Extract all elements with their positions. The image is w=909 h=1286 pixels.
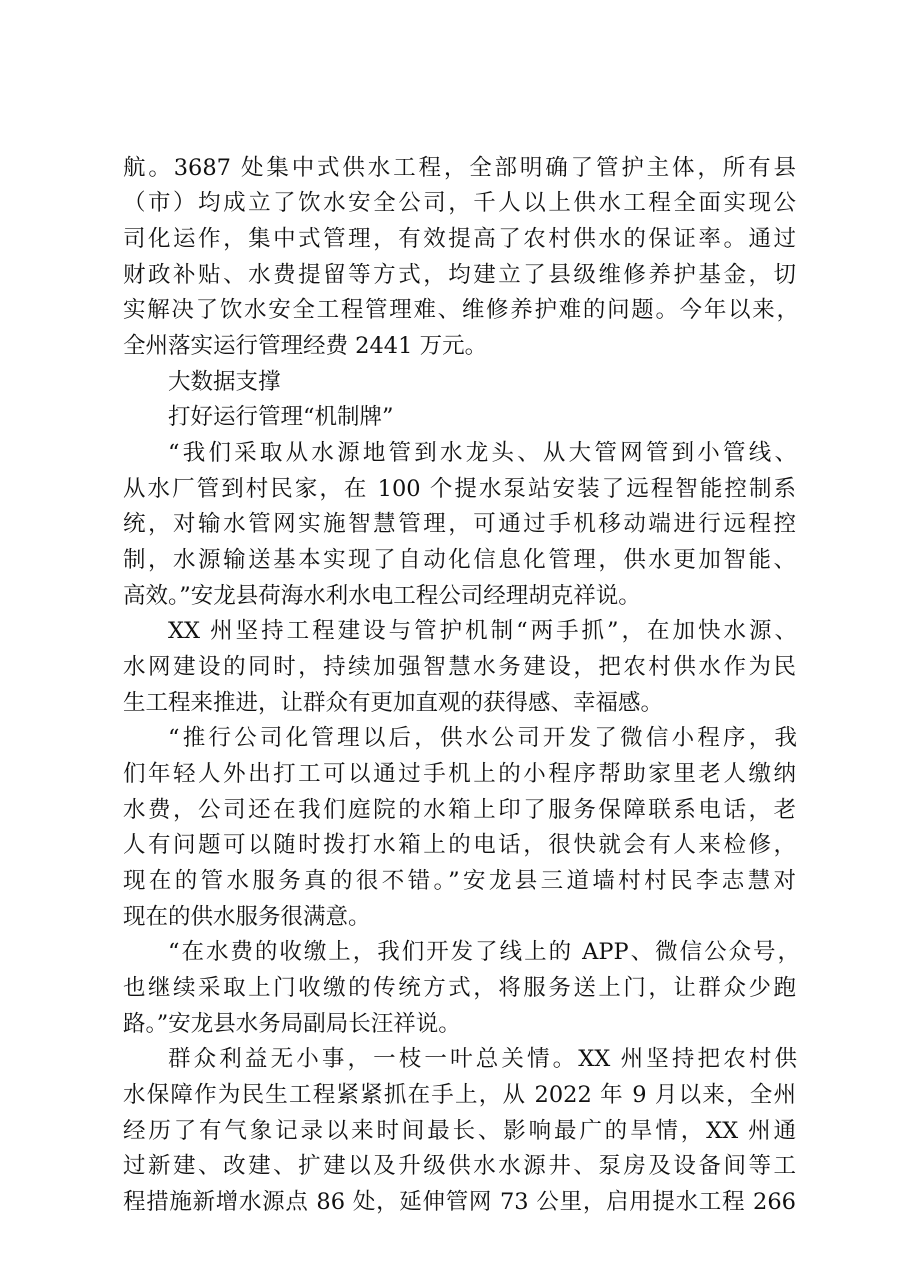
text-line: 统，对输水管网实施智慧管理，可通过手机移动端进行远程控: [123, 511, 796, 537]
text-line: 水费，公司还在我们庭院的水箱上印了服务保障联系电话，老: [123, 797, 796, 823]
text-line: 水保障作为民生工程紧紧抓在手上，从 2022 年 9 月以来，全州: [123, 1082, 796, 1108]
text-line: 现在的管水服务真的很不错。”安龙县三道墙村村民李志慧对: [123, 868, 796, 894]
section-heading: 大数据支撑: [168, 369, 281, 395]
text-line: （市）均成立了饮水安全公司，千人以上供水工程全面实现公: [123, 190, 796, 216]
text-line: 现在的供水服务很满意。: [123, 904, 371, 930]
text-line: 们年轻人外出打工可以通过手机上的小程序帮助家里老人缴纳: [123, 761, 796, 787]
text-line: “在水费的收缴上，我们开发了线上的 APP、微信公众号，: [168, 939, 800, 965]
text-line: 人有问题可以随时拨打水箱上的电话，很快就会有人来检修，: [123, 832, 796, 858]
text-line: 制，水源输送基本实现了自动化信息化管理，供水更加智能、: [123, 547, 796, 573]
text-line: 司化运作，集中式管理，有效提高了农村供水的保证率。通过: [123, 226, 796, 252]
text-line: 从水厂管到村民家，在 100 个提水泵站安装了远程智能控制系: [123, 476, 796, 502]
section-subheading: 打好运行管理“机制牌”: [168, 404, 394, 430]
text-line: 程措施新增水源点 86 处，延伸管网 73 公里，启用提水工程 266: [123, 1189, 796, 1215]
text-line: “推行公司化管理以后，供水公司开发了微信小程序，我: [168, 725, 797, 751]
text-line: 实解决了饮水安全工程管理难、维修养护难的问题。今年以来，: [123, 297, 799, 323]
text-line: 群众利益无小事，一枝一叶总关情。XX 州坚持把农村供: [168, 1046, 797, 1072]
text-line: 高效。”安龙县荷海水利水电工程公司经理胡克祥说。: [123, 583, 641, 609]
text-line: “我们采取从水源地管到水龙头、从大管网管到小管线、: [168, 440, 797, 466]
text-line: 路。”安龙县水务局副局长汪祥说。: [123, 1011, 461, 1037]
text-line: 全州落实运行管理经费 2441 万元。: [123, 333, 488, 359]
text-line: 生工程来推进，让群众有更加直观的获得感、幸福感。: [123, 690, 664, 716]
text-line: 经历了有气象记录以来时间最长、影响最广的旱情，XX 州通: [123, 1118, 796, 1144]
text-line: 也继续采取上门收缴的传统方式，将服务送上门，让群众少跑: [123, 975, 796, 1001]
text-line: 财政补贴、水费提留等方式，均建立了县级维修养护基金，切: [123, 262, 796, 288]
text-line: 航。3687 处集中式供水工程，全部明确了管护主体，所有县: [123, 155, 796, 181]
text-line: 过新建、改建、扩建以及升级供水水源井、泵房及设备间等工: [123, 1153, 796, 1179]
text-line: 水网建设的同时，持续加强智慧水务建设，把农村供水作为民: [123, 654, 796, 680]
text-line: XX 州坚持工程建设与管护机制“两手抓”，在加快水源、: [168, 618, 797, 644]
